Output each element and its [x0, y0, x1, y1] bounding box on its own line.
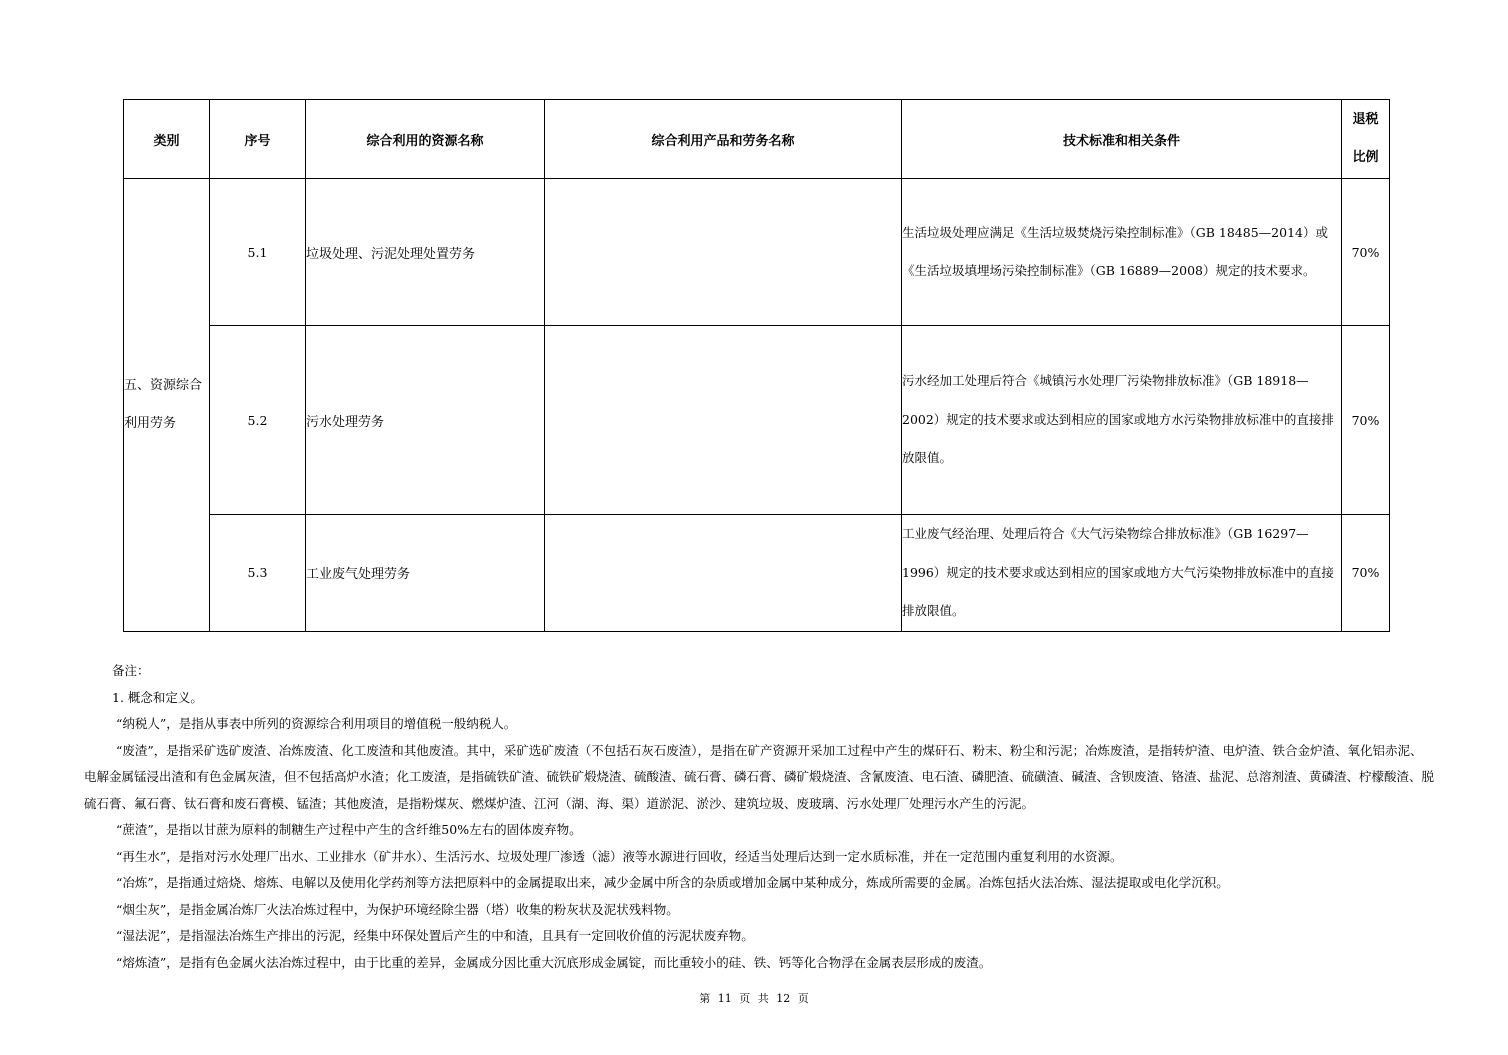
resource-cell: 垃圾处理、污泥处理处置劳务: [306, 179, 545, 326]
standard-cell: 污水经加工处理后符合《城镇污水处理厂污染物排放标准》（GB 18918—2002）规定的技术要求或达到相应的国家或地方水污染物排放标准中的直接排放限值。: [902, 326, 1342, 515]
product-cell: [545, 179, 902, 326]
resource-utilization-table: [123, 99, 1390, 632]
header-category: 类别: [124, 100, 210, 179]
seq-cell: 5.2: [210, 326, 306, 515]
definition-paragraph: “蔗渣”，是指以甘蔗为原料的制糖生产过程中产生的含纤维50%左右的固体废弃物。: [116, 822, 582, 837]
header-seq: 序号: [210, 100, 306, 179]
definition-paragraph: “熔炼渣”，是指有色金属火法冶炼过程中，由于比重的差异，金属成分因比重大沉底形成金属锭，而比重较小的硅、铁、钙等化合物浮在金属表层形成的废渣。: [116, 954, 992, 970]
resource-cell: 污水处理劳务: [306, 326, 545, 515]
resource-cell: 工业废气处理劳务: [306, 515, 545, 632]
notes-section: [84, 658, 1434, 976]
definition-paragraph: “冶炼”，是指通过焙烧、熔炼、电解以及使用化学药剂等方法把原料中的金属提取出来，减少金属中所含的杂质或增加金属中某种成分，炼成所需要的金属。冶炼包括火法冶炼、湿法提取或电化学沉积。: [116, 875, 1229, 890]
table-header-row: [124, 100, 1390, 179]
notes-heading: 备注：: [112, 663, 150, 678]
standard-cell: 工业废气经治理、处理后符合《大气污染物综合排放标准》（GB 16297—1996）规定的技术要求或达到相应的国家或地方大气污染物排放标准中的直接排放限值。: [902, 515, 1342, 632]
header-ratio: [1342, 100, 1390, 179]
table-row: [124, 179, 1390, 326]
definition-paragraph: “烟尘灰”，是指金属冶炼厂火法冶炼过程中，为保护环境经除尘器（塔）收集的粉灰状及泥状残料物。: [116, 901, 679, 917]
product-cell: [545, 326, 902, 515]
notes-item-1: 1. 概念和定义。: [112, 689, 203, 705]
category-cell: 五、资源综合利用劳务: [124, 179, 210, 632]
header-product: 综合利用产品和劳务名称: [545, 100, 902, 179]
ratio-cell: 70%: [1342, 326, 1390, 515]
definition-paragraph: “废渣”，是指采矿选矿废渣、冶炼废渣、化工废渣和其他废渣。其中，采矿选矿废渣（不包括石灰石废渣），是指在矿产资源开采加工过程中产生的煤矸石、粉末、粉尘和污泥；冶炼废渣，是指转炉渣、电炉渣、铁合金炉渣、氧化铝赤泥、电解金属锰浸出渣和有色金属灰渣，但不包括高炉水渣；化工废渣，是指硫铁矿渣、硫铁矿煅烧渣、硫酸渣、硫石膏、磷石膏、磷矿煅烧渣、含氰废渣、电石渣、磷肥渣、硫磺渣、碱渣、含钡废渣、铬渣、盐泥、总溶剂渣、黄磷渣、柠檬酸渣、脱硫石膏、氟石膏、钛石膏和废石膏模、锰渣；其他废渣，是指粉煤灰、燃煤炉渣、江河（湖、海、渠）道淤泥、淤沙、建筑垃圾、废玻璃、污水处理厂处理污水产生的污泥。: [84, 742, 1435, 811]
table-row: [124, 515, 1390, 632]
ratio-cell: 70%: [1342, 515, 1390, 632]
seq-cell: 5.1: [210, 179, 306, 326]
page-footer: 第 11 页 共 12 页: [699, 992, 809, 1005]
standard-cell: 生活垃圾处理应满足《生活垃圾焚烧污染控制标准》（GB 18485—2014）或《生活垃圾填埋场污染控制标准》（GB 16889—2008）规定的技术要求。: [902, 179, 1342, 326]
header-ratio-line2: 比例: [1352, 150, 1379, 165]
product-cell: [545, 515, 902, 632]
header-standard: 技术标准和相关条件: [902, 100, 1342, 179]
definition-paragraph: “再生水”，是指对污水处理厂出水、工业排水（矿井水）、生活污水、垃圾处理厂渗透（滤）液等水源进行回收，经适当处理后达到一定水质标准，并在一定范围内重复利用的水资源。: [116, 848, 1123, 864]
header-ratio-line1: 退税: [1352, 112, 1379, 127]
definition-paragraph: “湿法泥”，是指湿法冶炼生产排出的污泥，经集中环保处置后产生的中和渣，且具有一定回收价值的污泥状废弃物。: [116, 928, 754, 943]
ratio-cell: 70%: [1342, 179, 1390, 326]
header-resource: 综合利用的资源名称: [306, 100, 545, 179]
table-row: [124, 326, 1390, 515]
seq-cell: 5.3: [210, 515, 306, 632]
definition-paragraph: “纳税人”，是指从事表中所列的资源综合利用项目的增值税一般纳税人。: [116, 716, 517, 731]
